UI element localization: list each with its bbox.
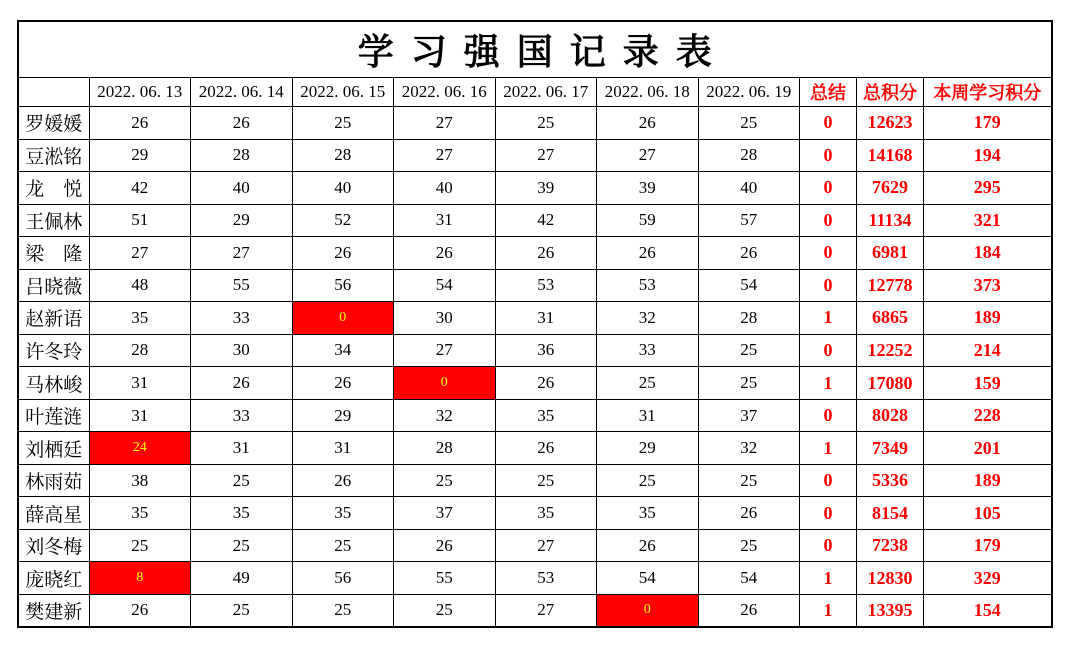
week-points-cell: 321: [924, 204, 1052, 237]
daily-score-cell: 26: [597, 107, 699, 140]
summary-cell: 0: [800, 204, 857, 237]
daily-score-cell: 25: [495, 464, 597, 497]
total-points-cell: 14168: [857, 139, 924, 172]
daily-score-cell: 28: [292, 139, 394, 172]
daily-score-cell: 40: [698, 172, 800, 205]
daily-score-cell: 40: [191, 172, 293, 205]
member-name: 吕晓薇: [18, 269, 89, 302]
daily-score-cell: 54: [394, 269, 496, 302]
daily-score-cell: 25: [394, 464, 496, 497]
daily-score-cell: 39: [597, 172, 699, 205]
daily-score-cell: 26: [89, 594, 191, 627]
daily-score-cell: 28: [698, 139, 800, 172]
daily-score-cell: 26: [495, 237, 597, 270]
daily-score-cell: 29: [597, 432, 699, 465]
summary-cell: 1: [800, 594, 857, 627]
week-points-cell: 179: [924, 529, 1052, 562]
daily-score-cell: 26: [698, 594, 800, 627]
daily-score-cell: 35: [191, 497, 293, 530]
daily-score-cell: 26: [394, 237, 496, 270]
daily-score-cell: 28: [698, 302, 800, 335]
daily-score-cell: 25: [698, 334, 800, 367]
daily-score-cell: 32: [394, 399, 496, 432]
summary-cell: 0: [800, 139, 857, 172]
daily-score-cell-highlighted: 0: [394, 367, 496, 400]
daily-score-cell: 29: [292, 399, 394, 432]
member-name: 罗媛媛: [18, 107, 89, 140]
daily-score-cell: 48: [89, 269, 191, 302]
title-row: [18, 21, 1052, 78]
daily-score-cell: 26: [292, 367, 394, 400]
summary-cell: 0: [800, 107, 857, 140]
member-name: 许冬玲: [18, 334, 89, 367]
daily-score-cell: 26: [495, 432, 597, 465]
daily-score-cell: 25: [698, 529, 800, 562]
daily-score-cell: 35: [495, 399, 597, 432]
week-points-cell: 214: [924, 334, 1052, 367]
daily-score-cell: 34: [292, 334, 394, 367]
table-row: [18, 204, 1052, 237]
daily-score-cell: 39: [495, 172, 597, 205]
daily-score-cell: 52: [292, 204, 394, 237]
daily-score-cell: 27: [394, 334, 496, 367]
summary-cell: 0: [800, 269, 857, 302]
daily-score-cell: 25: [191, 594, 293, 627]
total-points-cell: 8028: [857, 399, 924, 432]
daily-score-cell-highlighted: 0: [292, 302, 394, 335]
daily-score-cell: 55: [394, 562, 496, 595]
date-header: 2022. 06. 14: [191, 78, 293, 107]
total-points-cell: 7238: [857, 529, 924, 562]
member-name: 梁 隆: [18, 237, 89, 270]
week-points-cell: 189: [924, 464, 1052, 497]
week-points-cell: 184: [924, 237, 1052, 270]
week-points-cell: 154: [924, 594, 1052, 627]
table-row: [18, 139, 1052, 172]
date-header: 2022. 06. 16: [394, 78, 496, 107]
daily-score-cell: 37: [394, 497, 496, 530]
member-name: 豆淞铭: [18, 139, 89, 172]
table-row: [18, 107, 1052, 140]
daily-score-cell: 27: [495, 594, 597, 627]
week-points-cell: 201: [924, 432, 1052, 465]
daily-score-cell: 29: [89, 139, 191, 172]
daily-score-cell: 27: [394, 139, 496, 172]
page-title: 学习强国记录表: [18, 21, 1052, 78]
summary-cell: 1: [800, 562, 857, 595]
daily-score-cell: 26: [698, 237, 800, 270]
date-header: 2022. 06. 19: [698, 78, 800, 107]
daily-score-cell: 28: [394, 432, 496, 465]
member-name: 龙 悦: [18, 172, 89, 205]
summary-cell: 0: [800, 399, 857, 432]
week-points-cell: 179: [924, 107, 1052, 140]
summary-cell: 1: [800, 367, 857, 400]
total-points-cell: 7349: [857, 432, 924, 465]
daily-score-cell: 53: [495, 562, 597, 595]
summary-cell: 0: [800, 237, 857, 270]
member-name: 薛高星: [18, 497, 89, 530]
daily-score-cell: 35: [597, 497, 699, 530]
member-name: 叶莲涟: [18, 399, 89, 432]
daily-score-cell: 31: [292, 432, 394, 465]
total-points-cell: 12830: [857, 562, 924, 595]
total-points-cell: 13395: [857, 594, 924, 627]
member-name: 庞晓红: [18, 562, 89, 595]
daily-score-cell: 53: [597, 269, 699, 302]
summary-cell: 1: [800, 302, 857, 335]
daily-score-cell-highlighted: 24: [89, 432, 191, 465]
daily-score-cell: 25: [292, 107, 394, 140]
daily-score-cell-highlighted: 8: [89, 562, 191, 595]
daily-score-cell: 25: [191, 464, 293, 497]
daily-score-cell: 31: [191, 432, 293, 465]
daily-score-cell: 25: [191, 529, 293, 562]
summary-cell: 0: [800, 334, 857, 367]
daily-score-cell: 25: [698, 107, 800, 140]
daily-score-cell: 32: [597, 302, 699, 335]
summary-cell: 0: [800, 497, 857, 530]
member-name: 马林峻: [18, 367, 89, 400]
daily-score-cell: 26: [191, 107, 293, 140]
daily-score-cell: 27: [495, 529, 597, 562]
daily-score-cell: 33: [191, 302, 293, 335]
total-points-cell: 12623: [857, 107, 924, 140]
daily-score-cell: 42: [89, 172, 191, 205]
total-points-cell: 6981: [857, 237, 924, 270]
daily-score-cell: 40: [292, 172, 394, 205]
summary-cell: 0: [800, 529, 857, 562]
summary-cell: 0: [800, 172, 857, 205]
daily-score-cell: 55: [191, 269, 293, 302]
member-name: 赵新语: [18, 302, 89, 335]
daily-score-cell: 25: [597, 367, 699, 400]
daily-score-cell: 49: [191, 562, 293, 595]
daily-score-cell: 54: [597, 562, 699, 595]
daily-score-cell: 27: [89, 237, 191, 270]
daily-score-cell: 27: [597, 139, 699, 172]
daily-score-cell: 25: [597, 464, 699, 497]
daily-score-cell: 37: [698, 399, 800, 432]
daily-score-cell: 25: [292, 529, 394, 562]
table-row: [18, 464, 1052, 497]
header-row: [18, 78, 1052, 107]
daily-score-cell: 33: [597, 334, 699, 367]
total-points-cell: 5336: [857, 464, 924, 497]
daily-score-cell: 57: [698, 204, 800, 237]
table-row: [18, 432, 1052, 465]
daily-score-cell: 30: [191, 334, 293, 367]
daily-score-cell: 40: [394, 172, 496, 205]
daily-score-cell: 25: [495, 107, 597, 140]
daily-score-cell: 32: [698, 432, 800, 465]
daily-score-cell: 42: [495, 204, 597, 237]
table-row: [18, 529, 1052, 562]
daily-score-cell: 25: [394, 594, 496, 627]
summary-cell: 0: [800, 464, 857, 497]
table-row: [18, 172, 1052, 205]
daily-score-cell: 26: [394, 529, 496, 562]
total-points-cell: 17080: [857, 367, 924, 400]
daily-score-cell: 26: [698, 497, 800, 530]
daily-score-cell: 54: [698, 269, 800, 302]
total-points-cell: 8154: [857, 497, 924, 530]
date-header: 2022. 06. 15: [292, 78, 394, 107]
summary-column-header: 总结: [800, 78, 857, 107]
daily-score-cell: 29: [191, 204, 293, 237]
daily-score-cell: 25: [698, 367, 800, 400]
name-column-header: [18, 78, 89, 107]
member-name: 刘冬梅: [18, 529, 89, 562]
summary-cell: 1: [800, 432, 857, 465]
daily-score-cell: 26: [89, 107, 191, 140]
table-row: [18, 497, 1052, 530]
member-name: 樊建新: [18, 594, 89, 627]
daily-score-cell: 51: [89, 204, 191, 237]
table-row: [18, 594, 1052, 627]
table-row: [18, 399, 1052, 432]
daily-score-cell: 31: [89, 399, 191, 432]
table-row: [18, 334, 1052, 367]
table-row: [18, 237, 1052, 270]
daily-score-cell: 31: [597, 399, 699, 432]
week-points-cell: 228: [924, 399, 1052, 432]
daily-score-cell: 35: [89, 497, 191, 530]
daily-score-cell: 26: [292, 237, 394, 270]
total-points-cell: 12778: [857, 269, 924, 302]
total-points-cell: 12252: [857, 334, 924, 367]
daily-score-cell: 26: [191, 367, 293, 400]
date-header: 2022. 06. 13: [89, 78, 191, 107]
date-header: 2022. 06. 17: [495, 78, 597, 107]
daily-score-cell: 54: [698, 562, 800, 595]
member-name: 林雨茹: [18, 464, 89, 497]
daily-score-cell-highlighted: 0: [597, 594, 699, 627]
week-points-column-header: 本周学习积分: [924, 78, 1052, 107]
daily-score-cell: 36: [495, 334, 597, 367]
daily-score-cell: 31: [394, 204, 496, 237]
daily-score-cell: 27: [495, 139, 597, 172]
week-points-cell: 295: [924, 172, 1052, 205]
week-points-cell: 105: [924, 497, 1052, 530]
daily-score-cell: 35: [89, 302, 191, 335]
daily-score-cell: 59: [597, 204, 699, 237]
daily-score-cell: 56: [292, 562, 394, 595]
table-row: [18, 562, 1052, 595]
daily-score-cell: 25: [292, 594, 394, 627]
daily-score-cell: 33: [191, 399, 293, 432]
total-points-cell: 11134: [857, 204, 924, 237]
daily-score-cell: 26: [495, 367, 597, 400]
date-header: 2022. 06. 18: [597, 78, 699, 107]
week-points-cell: 189: [924, 302, 1052, 335]
daily-score-cell: 25: [698, 464, 800, 497]
member-name: 刘栖廷: [18, 432, 89, 465]
daily-score-cell: 31: [495, 302, 597, 335]
member-name: 王佩林: [18, 204, 89, 237]
daily-score-cell: 26: [597, 237, 699, 270]
daily-score-cell: 38: [89, 464, 191, 497]
daily-score-cell: 28: [191, 139, 293, 172]
daily-score-cell: 31: [89, 367, 191, 400]
daily-score-cell: 28: [89, 334, 191, 367]
daily-score-cell: 56: [292, 269, 394, 302]
daily-score-cell: 27: [394, 107, 496, 140]
week-points-cell: 373: [924, 269, 1052, 302]
total-points-cell: 6865: [857, 302, 924, 335]
daily-score-cell: 27: [191, 237, 293, 270]
table-row: [18, 302, 1052, 335]
study-record-table: [17, 20, 1053, 628]
table-row: [18, 367, 1052, 400]
total-points-column-header: 总积分: [857, 78, 924, 107]
week-points-cell: 159: [924, 367, 1052, 400]
week-points-cell: 194: [924, 139, 1052, 172]
daily-score-cell: 25: [89, 529, 191, 562]
daily-score-cell: 35: [292, 497, 394, 530]
daily-score-cell: 53: [495, 269, 597, 302]
daily-score-cell: 26: [292, 464, 394, 497]
week-points-cell: 329: [924, 562, 1052, 595]
daily-score-cell: 35: [495, 497, 597, 530]
daily-score-cell: 30: [394, 302, 496, 335]
daily-score-cell: 26: [597, 529, 699, 562]
table-row: [18, 269, 1052, 302]
total-points-cell: 7629: [857, 172, 924, 205]
